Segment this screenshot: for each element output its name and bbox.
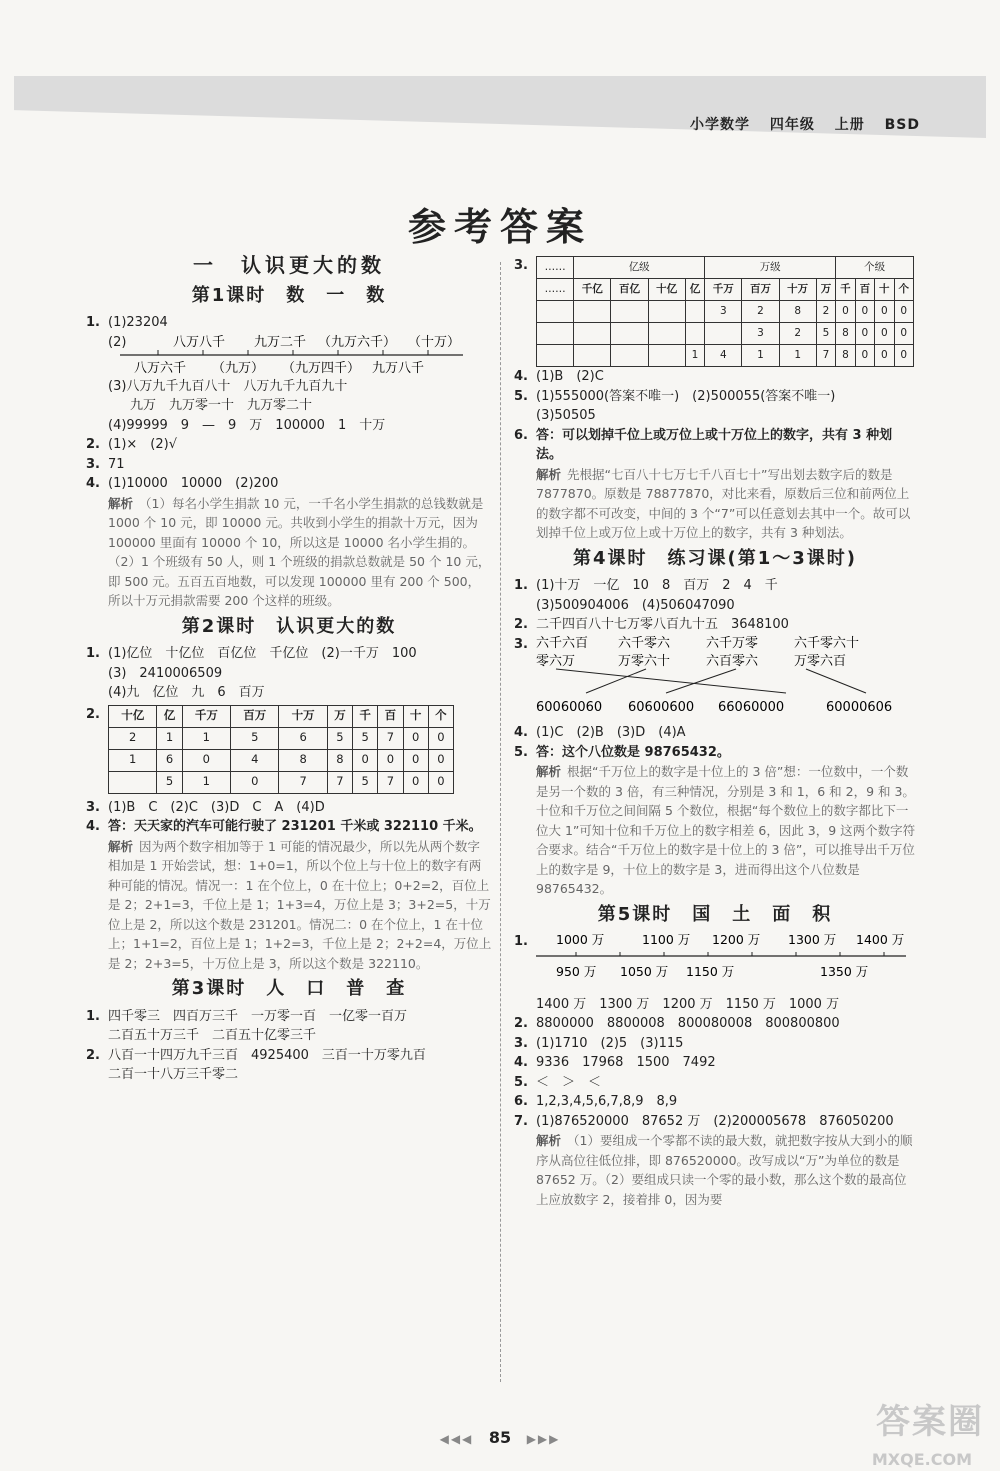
r3-row2-lead: [537, 345, 574, 367]
r3-header-cell-6: 十万: [779, 279, 816, 301]
header-edition: BSD: [884, 117, 920, 133]
l4-q5: 答：这个八位数是 98765432。: [536, 744, 730, 760]
r3-row1-cell-11: 0: [894, 323, 914, 345]
nl1-below-2: （九万四千）: [282, 360, 361, 376]
l2-q3: (1)B C (2)C (3)D C A (4)D: [108, 799, 325, 815]
r-q6: 答：可以划掉千位上或万位上或十万位上的数字，共有 3 种划法。: [536, 427, 893, 462]
r3-row2-cell-10: 0: [875, 345, 894, 367]
r3-row0-cell-1: [611, 301, 648, 323]
l2-row2-cell-9: 0: [428, 771, 453, 793]
r3-row1-cell-6: 2: [779, 323, 816, 345]
r3-row0-cell-3: [685, 301, 704, 323]
r3-row2-cell-6: 1: [779, 345, 816, 367]
l1-q3: 71: [108, 456, 125, 472]
l2-row2-cell-1: 5: [157, 771, 182, 793]
l5-q3: (1)1710 (2)5 (3)115: [536, 1035, 684, 1051]
r3-header-cell-9: 百: [855, 279, 874, 301]
l1-q4-explanation: 解析 （1）每名小学生捐款 10 元，一千名小学生捐款的总钱数就是 1000 个 10 元，即 10000 元。共收到小学生的捐款十万元，因为 100000 里面有 10000 个 10，所以这是 10000 名小学生捐的。（2）1 个班级有 50 人，则 1 个班级的捐款总数就是 50 个 10 元，即 500 元。五百五百地数，可以发现 100000 里有 200 个 500，所以十万元捐款需要 200 个这样的班级。: [108, 495, 491, 608]
l2-row0-cell-4: 6: [279, 727, 327, 749]
l2-row0-cell-8: 0: [403, 727, 428, 749]
l1-q2: (1)× (2)√: [108, 437, 178, 452]
r3-row1-lead: [537, 323, 574, 345]
l5-q4: 9336 17968 1500 7492: [536, 1055, 716, 1070]
l2-row0-cell-0: 2: [109, 727, 157, 749]
page-footer: [0, 1428, 1000, 1447]
l2-header-cell-9: 个: [428, 705, 453, 727]
l1-q4: (1)10000 10000 (2)200: [108, 476, 279, 491]
nl2-below-3: 1350 万: [820, 964, 869, 979]
l2-header-cell-2: 千万: [182, 705, 230, 727]
l4-q2: 二千四百八十七万零八百九十五 3648100: [536, 617, 789, 632]
nl1-below-1: （九万）: [212, 360, 265, 376]
l2-row1-cell-6: 0: [353, 749, 378, 771]
nl2-below-2: 1150 万: [686, 964, 735, 979]
lesson2-title: 第2课时 认识更大的数: [181, 615, 397, 637]
number-line-2: [536, 932, 916, 988]
r3-row0-cell-5: 2: [742, 301, 779, 323]
dots-cell: ……: [537, 257, 574, 279]
r3-row2-cell-0: [574, 345, 611, 367]
r3-header-cell-3: 亿: [685, 279, 704, 301]
match-top-1: 六千零六: [618, 635, 671, 651]
l2-header-cell-7: 百: [378, 705, 403, 727]
l2-q4-explanation: 解析 因为两个数字相加等于 1 可能的情况最少，所以先从两个数字相加是 1 开始尝试，想：1+0=1，所以个位上与十位上的数字有两种可能的情况。情况一：1 在个位上，0 在十位上；0+2=2，百位上是 2；2+1=3，千位上是 1；1+3=4，万位上是 3；3+2=5，十万位上是 2，所以这个数是 231201。情况二：0 在个位上，1 在十位上；1+1=2，百位上是 1；1+2=3，千位上是 2；2+2=4，万位上是 2；2+3=5，十万位上是 3，所以这个数是 322110。: [108, 838, 492, 971]
l2-row2-cell-5: 7: [327, 771, 352, 793]
dots-cell-2: ……: [537, 279, 574, 301]
r3-row2-cell-11: 0: [894, 345, 914, 367]
l2-row0-cell-3: 5: [231, 727, 279, 749]
r3-row2-cell-3: 1: [685, 345, 704, 367]
l5-q5: ＜ ＞ ＜: [536, 1074, 602, 1090]
l5-q6: 1,2,3,4,5,6,7,8,9 8,9: [536, 1094, 678, 1109]
match-bottom-2: 66060000: [718, 699, 785, 715]
l2-header-cell-8: 十: [403, 705, 428, 727]
watermark-url: MXQE.COM: [871, 1450, 972, 1469]
match-top-3: 六千零六十: [794, 635, 860, 651]
nl1-above-2: （九万六千）: [318, 334, 397, 350]
l4-q5-explanation: 解析 根据“千万位上的数字是十位上的 3 倍”想：一位数中，一个数是另一个数的 3 倍，有三种情况，分别是 3 和 1，6 和 2，9 和 3。十位和千万位之间间隔 5 个数位，根据“每个数位上的数字都比下一位大 1”可知十位和千万位上的数字相差 6，因此 3，9 这两个数字符合要求。结合“千万位上的数字是十位上的 3 倍”，可以推导出千万位上的数字是 9，十位上的数字是 3，进而得出这个八位数是 98765432。: [536, 764, 916, 896]
l2-row2-cell-0: [109, 771, 157, 793]
r3-header-cell-10: 十: [875, 279, 894, 301]
l2-row0-cell-9: 0: [428, 727, 453, 749]
l2-row1-cell-4: 8: [279, 749, 327, 771]
r3-row0-cell-8: 0: [836, 301, 855, 323]
page-number: 85: [488, 1428, 512, 1447]
group-ge: 个级: [836, 257, 914, 279]
place-value-table-2: [536, 256, 914, 367]
match-top2-1: 万零六十: [618, 653, 671, 669]
lesson5-title: 第5课时 国 土 面 积: [597, 903, 833, 925]
prev-arrows-icon: ◀◀◀: [439, 1432, 474, 1446]
r3-row1-cell-8: 8: [836, 323, 855, 345]
l2-row2-cell-4: 7: [279, 771, 327, 793]
l2-row0-cell-6: 5: [353, 727, 378, 749]
r3-row1-cell-0: [574, 323, 611, 345]
r3-header-cell-0: 千亿: [574, 279, 611, 301]
r3-header-cell-7: 万: [816, 279, 835, 301]
r-q4: (1)B (2)C: [536, 369, 604, 384]
r3-row2-cell-7: 7: [816, 345, 835, 367]
l2-q4: 答：天天家的汽车可能行驶了 231201 千米或 322110 千米。: [108, 819, 482, 834]
l2-row2-cell-6: 5: [353, 771, 378, 793]
lesson4-title: 第4课时 练习课(第1～3课时): [572, 547, 858, 569]
r3-row0-cell-9: 0: [855, 301, 874, 323]
r3-header-cell-5: 百万: [742, 279, 779, 301]
r3-row1-cell-1: [611, 323, 648, 345]
r3-row0-cell-6: 8: [779, 301, 816, 323]
nl2-above-3: 1300 万: [788, 932, 837, 947]
l2-row0-cell-2: 1: [182, 727, 230, 749]
r3-row2-cell-1: [611, 345, 648, 367]
r3-row0-cell-0: [574, 301, 611, 323]
r3-header-cell-4: 千万: [705, 279, 742, 301]
nl1-below-0: 八万六千: [134, 360, 187, 376]
r3-row1-cell-2: [648, 323, 685, 345]
r3-row2-cell-8: 8: [836, 345, 855, 367]
l2-row0-cell-1: 1: [157, 727, 182, 749]
lesson1-title: 第1课时 数 一 数: [191, 284, 387, 306]
nl2-above-2: 1200 万: [712, 932, 761, 947]
match-top-2: 六千万零: [706, 635, 759, 651]
unit-title: 一 认识更大的数: [193, 253, 385, 277]
r3-row1-cell-5: 3: [742, 323, 779, 345]
r3-row0-lead: [537, 301, 574, 323]
l2-row0-cell-7: 7: [378, 727, 403, 749]
l2-row1-cell-7: 0: [378, 749, 403, 771]
header-subject: 小学数学: [690, 117, 750, 133]
match-top-0: 六千六百: [536, 635, 589, 651]
header-grade: 四年级: [769, 117, 815, 133]
match-top2-3: 万零六百: [794, 653, 847, 669]
r3-row1-cell-7: 5: [816, 323, 835, 345]
column-divider: [500, 262, 501, 1382]
header-info: [676, 114, 920, 134]
r3-row0-cell-2: [648, 301, 685, 323]
l2-header-cell-4: 十万: [279, 705, 327, 727]
l2-row0-cell-5: 5: [327, 727, 352, 749]
r3-header-cell-8: 千: [836, 279, 855, 301]
l2-row2-cell-8: 0: [403, 771, 428, 793]
l2-row2-cell-2: 1: [182, 771, 230, 793]
nl2-above-1: 1100 万: [642, 932, 691, 947]
l2-row1-cell-5: 8: [327, 749, 352, 771]
r3-row0-cell-11: 0: [894, 301, 914, 323]
nl1-above-3: （十万）: [408, 334, 461, 350]
r3-row0-cell-4: 3: [705, 301, 742, 323]
l2-header-cell-3: 百万: [231, 705, 279, 727]
match-bottom-3: 60000606: [826, 699, 893, 715]
r3-row0-cell-7: 2: [816, 301, 835, 323]
r3-row2-cell-2: [648, 345, 685, 367]
r3-row0-cell-10: 0: [875, 301, 894, 323]
r3-row2-cell-5: 1: [742, 345, 779, 367]
match-top2-0: 零六万: [536, 653, 576, 669]
place-value-table-1: [108, 705, 454, 794]
l5-q7-explanation: 解析 （1）要组成一个零都不读的最大数，就把数字按从大到小的顺序从高位往低位排，即 876520000。改写成以“万”为单位的数是 87652 万。（2）要组成只读一个零的最小数，那么这个数的最高位上应放数字 2，接着排 0，因为要: [536, 1133, 913, 1207]
l2-row1-cell-9: 0: [428, 749, 453, 771]
r3-header-cell-2: 十亿: [648, 279, 685, 301]
nl2-above-4: 1400 万: [856, 932, 905, 947]
l2-row2-cell-7: 7: [378, 771, 403, 793]
l2-row2-cell-3: 0: [231, 771, 279, 793]
nl1-above-0: 八万八千: [173, 334, 226, 350]
left-column: 一 认识更大的数 第1课时 数 一 数 1. (1)23204 (2) 八万八千 九万二千 （九万六千） （十万） 八万六千 （九万） （九万四千） 九万八千 (3)八万九千九百八十 八万九千九百九十 九万 九万零一十 九万零二十 (4)99999 9 — 9 万 100000 1 十万 2. (1)× (2)√ 3. 71 4. (1)10000 10000 (2)200 解析 （1）每名小学生捐款 10 元，一千名小学生捐款的总钱数就是 1000 个 10 元，即 10000 元。共收到小学生的捐款十万元，因为 100000 里面有 10000 个 10，所以这是 10000 名小学生捐的。（2）1 个班级有 50 人，则 1 个班级的捐款总数就是 50 个 10 元，即 500 元。五百五百地数，可以发现 100000 里有 200 个 500，所以十万元捐款需要 200 个这样的班级。 第2课时 认识更大的数 1. (1)亿位 十亿位 百亿位 千亿位 (2)一千万 100 (3) 2410006509 (4)九 亿位 九 6 百万 2. 十亿 亿 千万 百万 十万 万 千 百 十 个 2 1 1 5 6 5 5 7 0 0 1 6 0 4 8 8 0 0 0 0 5 1 0 7 7 5 7 0 0 3. (1)B C (2)C (3)D C A (4)D 4. 答：天天家的汽车可能行驶了 231201 千米或 322110 千米。 解析 因为两个数字相加等于 1 可能的情况最少，所以先从两个数字相加是 1 开始尝试，想：1+0=1，所以个位上与十位上的数字有两种可能的情况。情况一：1 在个位上，0 在十位上；0+2=2，百位上是 2；2+1=3，千位上是 1；1+3=4，万位上是 3；3+2=5，十万位上是 2，所以这个数是 231201。情况二：0 在个位上，1 在十位上；1+1=2，百位上是 1；1+2=3，千位上是 2；2+2=4，万位上是 2；2+3=5，十万位上是 3，所以这个数是 322110。 第3课时 人 口 普 查 1. 四千零三 四百万三千 一万零一百 一亿零一百万 二百五十万三千 二百五十亿零三千 2. 八百一十四万九千三百 4925400 三百一十万零九百 二百一十八万三千零二: [86, 253, 492, 1082]
r3-row1-cell-10: 0: [875, 323, 894, 345]
right-column: 3. …… 亿级 万级 个级 …… 千亿 百亿 十亿 亿 千万 百万 十万 万 千 百 十 个 3 2 8 2 0 0 0 0 3 2 5 8 0 0 0 1 4 1 1 7 8 0 0 0 4. (1)B (2)C 5. (1)555000(答案不唯一) (2)500055(答案不唯一) (3)50505 6. 答：可以划掉千位上或万位上或十万位上的数字，共有 3 种划法。 解析 先根据“七百八十七万七千八百七十”写出划去数字后的数是 7877870。原数是 78877870，对比来看，原数后三位和前两位上的数字都不可改变，中间的 3 个“7”可以任意划去其中一个。故可以划掉千位上或万位上或十万位上的数字，共有 3 种划法。 第4课时 练习课(第1～3课时) 1. (1)十万 一亿 10 8 百万 2 4 千 (3)500904006 (4)506047090 2. 二千四百八十七万零八百九十五 3648100 3. 六千六百 六千零六 六千万零 六千零六十 零六万 万零六十 六百零六 万零六百 60060060 60600600 66060000 60000606 4. (1)C (2)B (3)D (4)A 5. 答：这个八位数是 98765432。 解析 根据“千万位上的数字是十位上的 3 倍”想：一位数中，一个数是另一个数的 3 倍，有三种情况，分别是 3 和 1，6 和 2，9 和 3。十位和千万位之间间隔 5 个数位，根据“每个数位上的数字都比下一位大 1”可知十位和千万位上的数字相差 6，因此 3，9 这两个数字符合要求。结合“千万位上的数字是十位上的 3 倍”，可以推导出千万位上的数字是 9，十位上的数字是 3，进而得出这个八位数是 98765432。 第5课时 国 土 面 积 1. 1000 万 1100 万 1200 万 1300 万 1400 万 950 万 1050 万 1150 万 1350 万 1400 万 1300 万 1200 万 1150 万 1000 万 2. 8800000 8800008 800080008 800800800 3. (1)1710 (2)5 (3)115 4. 9336 17968 1500 7492 5. ＜ ＞ ＜ 6. 1,2,3,4,5,6,7,8,9 8,9 7. (1)876520000 87652 万 (2)200005678 876050200 解析 （1）要组成一个零都不读的最大数，就把数字按从大到小的顺序从高位往低位排，即 876520000。改写成以“万”为单位的数是 87652 万。（2）要组成只读一个零的最小数，那么这个数的最高位上应放数字 2，接着排 0，因为要: [514, 256, 916, 1209]
nl1-below-3: 九万八千: [372, 360, 425, 376]
r3-row2-cell-4: 4: [705, 345, 742, 367]
l2-row1-cell-8: 0: [403, 749, 428, 771]
nl2-below-0: 950 万: [556, 964, 597, 979]
page-title: 参考答案: [407, 205, 592, 249]
l5-q2: 8800000 8800008 800080008 800800800: [536, 1016, 840, 1031]
r-q6-explanation: 解析 先根据“七百八十七万七千八百七十”写出划去数字后的数是 7877870。原数是 78877870，对比来看，原数后三位和前两位上的数字都不可改变，中间的 3 个“7”可以任意划去其中一个。故可以划掉千位上或万位上或十万位上的数字，共有 3 种划法。: [536, 466, 911, 540]
nl1-above-1: 九万二千: [254, 334, 307, 350]
l5-q7: (1)876520000 87652 万 (2)200005678 876050200: [536, 1113, 894, 1129]
match-top2-2: 六百零六: [706, 653, 759, 669]
l2-header-cell-1: 亿: [157, 705, 182, 727]
l1-q1: 1. (1)23204 (2) 八万八千 九万二千 （九万六千） （十万） 八万六千 （九万） （九万四千） 九万八千 (3)八万九千九百八十 八万九千九百九十 九万 九万零一十 九万零二十 (4)99999 9 — 9 万 100000 1 十万: [86, 313, 492, 435]
r3-row2-cell-9: 0: [855, 345, 874, 367]
header-volume: 上册: [834, 117, 865, 133]
l2-header-cell-6: 千: [353, 705, 378, 727]
l4-q4: (1)C (2)B (3)D (4)A: [536, 725, 686, 740]
l2-header-cell-5: 万: [327, 705, 352, 727]
r3-header-cell-11: 个: [894, 279, 914, 301]
group-yi: 亿级: [574, 257, 705, 279]
r3-row1-cell-4: [705, 323, 742, 345]
matching-diagram: [536, 635, 916, 717]
nl2-above-0: 1000 万: [556, 932, 605, 947]
r3-row1-cell-9: 0: [855, 323, 874, 345]
match-bottom-0: 60060060: [536, 699, 603, 715]
l2-row1-cell-0: 1: [109, 749, 157, 771]
next-arrows-icon: ▶▶▶: [526, 1432, 561, 1446]
l2-row1-cell-3: 4: [231, 749, 279, 771]
number-line-1-svg: [108, 333, 492, 377]
l2-header-cell-0: 十亿: [109, 705, 157, 727]
lesson3-title: 第3课时 人 口 普 查: [171, 978, 407, 999]
match-bottom-1: 60600600: [628, 699, 695, 715]
r3-row1-cell-3: [685, 323, 704, 345]
r3-header-cell-1: 百亿: [611, 279, 648, 301]
group-wan: 万级: [705, 257, 836, 279]
l2-row1-cell-2: 0: [182, 749, 230, 771]
nl2-below-1: 1050 万: [620, 964, 669, 979]
number-line-1: (2) 八万八千 九万二千 （九万六千） （十万） 八万六千 （九万） （九万四千） 九万八千: [108, 333, 492, 377]
l2-row1-cell-1: 6: [157, 749, 182, 771]
watermark-logo: 答案圈: [876, 1402, 984, 1442]
